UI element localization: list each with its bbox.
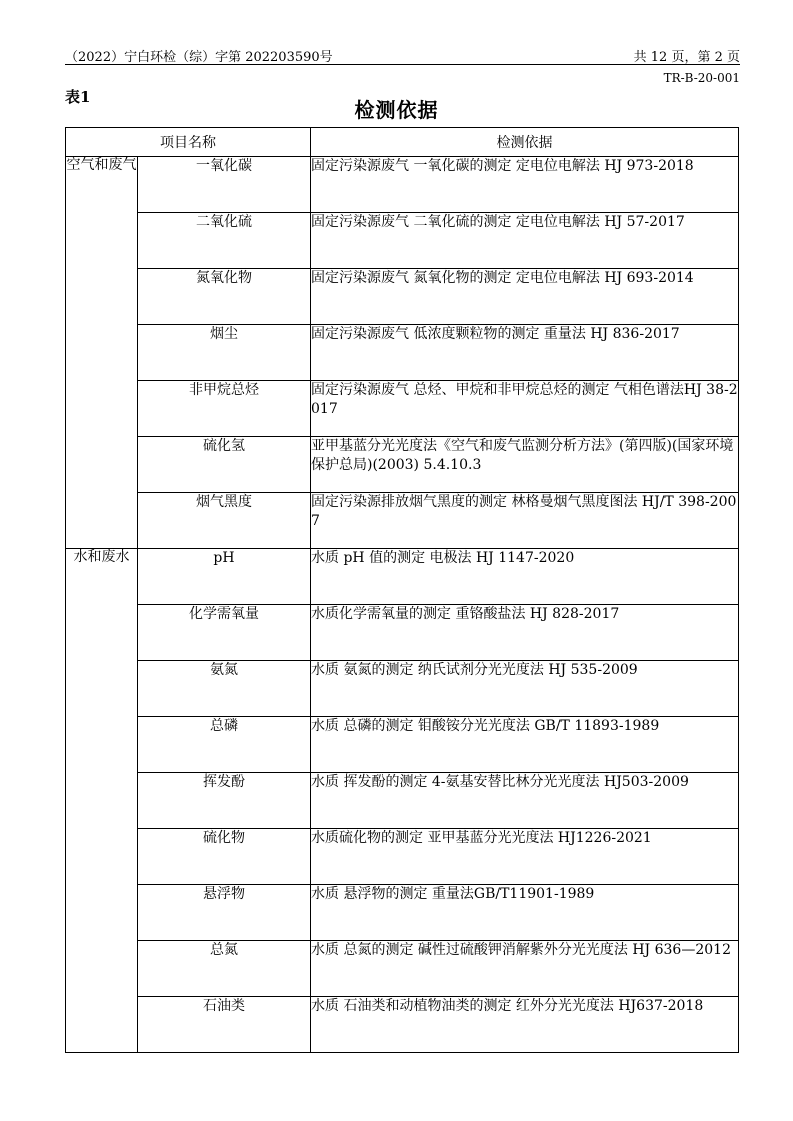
method-cell: 固定污染源废气 二氧化硫的测定 定电位电解法 HJ 57-2017 xyxy=(311,213,739,269)
method-cell: 水质硫化物的测定 亚甲基蓝分光光度法 HJ1226-2021 xyxy=(311,829,739,885)
item-name-cell: 烟气黑度 xyxy=(138,493,311,549)
item-name-cell: 非甲烷总烃 xyxy=(138,381,311,437)
table-row xyxy=(66,661,739,717)
item-name-cell: 悬浮物 xyxy=(138,885,311,941)
table-row xyxy=(66,269,739,325)
report-number: （2022）宁白环检（综）字第 202203590号 xyxy=(65,50,333,65)
item-name-cell: 石油类 xyxy=(138,997,311,1053)
item-name-cell: 烟尘 xyxy=(138,325,311,381)
table-row xyxy=(66,157,739,213)
table-row xyxy=(66,325,739,381)
table-row xyxy=(66,941,739,997)
table-row xyxy=(66,213,739,269)
item-name-cell: 总氮 xyxy=(138,941,311,997)
item-name-cell: 硫化氢 xyxy=(138,437,311,493)
item-name-cell: 一氧化碳 xyxy=(138,157,311,213)
table-row xyxy=(66,885,739,941)
table-row xyxy=(66,773,739,829)
method-cell: 水质 挥发酚的测定 4-氨基安替比林分光光度法 HJ503-2009 xyxy=(311,773,739,829)
table-row xyxy=(66,549,739,605)
document-code: TR-B-20-001 xyxy=(663,71,740,85)
table-header-row xyxy=(66,128,739,157)
method-cell: 水质 pH 值的测定 电极法 HJ 1147-2020 xyxy=(311,549,739,605)
page-title: 检测依据 xyxy=(354,98,439,122)
basis-table xyxy=(65,127,739,1053)
item-name-cell: pH xyxy=(138,549,311,605)
method-cell: 固定污染源废气 一氧化碳的测定 定电位电解法 HJ 973-2018 xyxy=(311,157,739,213)
table-label: 表1 xyxy=(65,88,91,106)
table-row xyxy=(66,437,739,493)
page-info: 共 12 页，第 2 页 xyxy=(633,50,740,65)
item-name-cell: 氮氧化物 xyxy=(138,269,311,325)
method-cell: 水质 石油类和动植物油类的测定 红外分光光度法 HJ637-2018 xyxy=(311,997,739,1053)
header-divider xyxy=(65,64,740,65)
method-cell: 水质 悬浮物的测定 重量法GB/T11901-1989 xyxy=(311,885,739,941)
method-cell: 固定污染源排放烟气黑度的测定 林格曼烟气黑度图法 HJ/T 398-2007 xyxy=(311,493,739,549)
category-cell: 空气和废气 xyxy=(66,157,138,549)
item-name-cell: 硫化物 xyxy=(138,829,311,885)
table-row xyxy=(66,829,739,885)
table-row xyxy=(66,717,739,773)
item-name-cell: 总磷 xyxy=(138,717,311,773)
table-row xyxy=(66,605,739,661)
item-name-cell: 氨氮 xyxy=(138,661,311,717)
table-row xyxy=(66,493,739,549)
category-cell: 水和废水 xyxy=(66,549,138,1053)
table-row xyxy=(66,997,739,1053)
item-name-cell: 二氧化硫 xyxy=(138,213,311,269)
method-cell: 水质化学需氧量的测定 重铬酸盐法 HJ 828-2017 xyxy=(311,605,739,661)
item-name-cell: 化学需氧量 xyxy=(138,605,311,661)
header-item-name: 项目名称 xyxy=(66,128,311,157)
table-row xyxy=(66,381,739,437)
method-cell: 水质 总磷的测定 钼酸铵分光光度法 GB/T 11893-1989 xyxy=(311,717,739,773)
method-cell: 固定污染源废气 低浓度颗粒物的测定 重量法 HJ 836-2017 xyxy=(311,325,739,381)
method-cell: 水质 总氮的测定 碱性过硫酸钾消解紫外分光光度法 HJ 636—2012 xyxy=(311,941,739,997)
method-cell: 水质 氨氮的测定 纳氏试剂分光光度法 HJ 535-2009 xyxy=(311,661,739,717)
method-cell: 固定污染源废气 总烃、甲烷和非甲烷总烃的测定 气相色谱法HJ 38-2017 xyxy=(311,381,739,437)
method-cell: 固定污染源废气 氮氧化物的测定 定电位电解法 HJ 693-2014 xyxy=(311,269,739,325)
item-name-cell: 挥发酚 xyxy=(138,773,311,829)
header-basis: 检测依据 xyxy=(311,128,739,157)
method-cell: 亚甲基蓝分光光度法《空气和废气监测分析方法》(第四版)(国家环境保护总局)(2003) 5.4.10.3 xyxy=(311,437,739,493)
